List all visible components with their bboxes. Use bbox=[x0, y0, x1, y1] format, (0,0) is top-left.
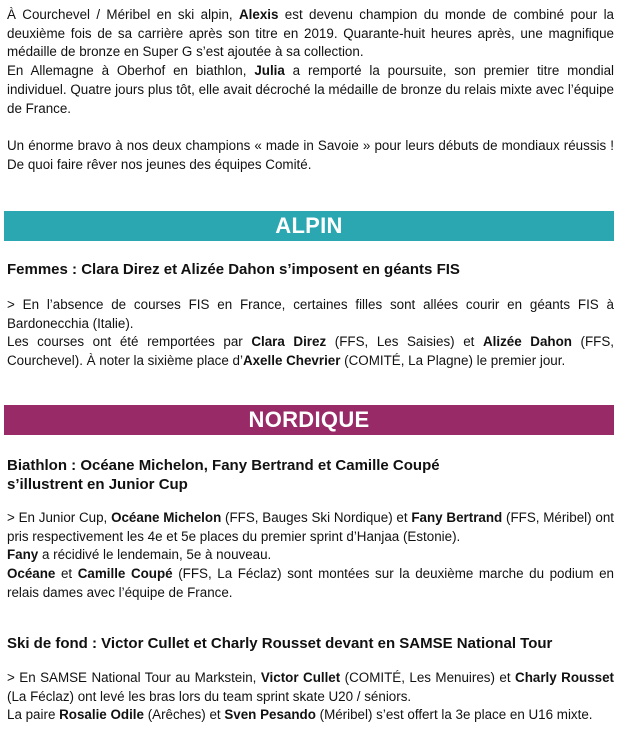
text-run: (La Féclaz) ont levé les bras lors du team sprint skate U20 / séniors. bbox=[7, 688, 412, 704]
name-highlight: Axelle Chevrier bbox=[242, 353, 341, 369]
text-run: En Allemagne à Oberhof en biathlon, bbox=[7, 63, 255, 79]
section-band-nordique: NORDIQUE bbox=[4, 405, 614, 435]
text-run: a récidivé le lendemain, 5e à nouveau. bbox=[38, 547, 272, 563]
biathlon-heading-line1: Biathlon : Océane Michelon, Fany Bertrand et Camille Coupé bbox=[7, 457, 440, 474]
text-run: À Courchevel / Méribel en ski alpin, bbox=[7, 7, 239, 22]
fond-article-body bbox=[0, 669, 614, 725]
alpin-article-heading: Femmes : Clara Direz et Alizée Dahon s’imposent en géants FIS bbox=[7, 261, 460, 278]
biathlon-article-body bbox=[0, 509, 614, 603]
text-run: Un énorme bravo à nos deux champions « made in Savoie » pour leurs débuts de mondiaux réussis ! De quoi faire rêver nos jeunes des équipes Comité. bbox=[7, 137, 614, 172]
name-highlight: Océane bbox=[7, 566, 56, 582]
section-band-alpin: ALPIN bbox=[4, 211, 614, 241]
text-run: (FFS, Courchevel). À noter la sixième place d’ bbox=[7, 334, 614, 369]
text-run: > En l’absence de courses FIS en France, certaines filles sont allées courir en géants FIS à Bardonecchia (Italie). bbox=[7, 297, 614, 331]
text-run: Les courses ont été remportées par bbox=[7, 334, 252, 350]
text-run: (COMITÉ, Les Menuires) et bbox=[340, 670, 516, 685]
name-highlight: Camille Coupé bbox=[77, 566, 173, 582]
name-highlight: Clara Direz bbox=[251, 334, 327, 350]
intro-text-alexis bbox=[7, 7, 614, 59]
text-run: (COMITÉ, La Plagne) le premier jour. bbox=[340, 353, 566, 369]
text-run: est devenu champion du monde de combiné pour la deuxième fois de sa carrière après son titre en 2019. Quarante-huit heures après, une magnifique médaille de bronze en Super G s’est ajoutée à sa collection. bbox=[7, 7, 614, 60]
intro-paragraph-bravo bbox=[7, 137, 614, 174]
text-run: La paire bbox=[7, 707, 60, 723]
text-run: (FFS, La Féclaz) sont montées sur la deuxième marche du podium en relais dames avec l’équipe de France. bbox=[7, 566, 614, 600]
text-run: a remporté la poursuite, son premier titre mondial individuel. Quatre jours plus tôt, elle avait décroché la médaille de bronze du relais mixte avec l’équipe de France. bbox=[7, 63, 614, 116]
biathlon-article-text bbox=[7, 509, 614, 603]
name-highlight: Océane Michelon bbox=[111, 510, 222, 525]
name-highlight: Julia bbox=[254, 63, 285, 79]
name-highlight: Sven Pesando bbox=[224, 707, 316, 723]
name-highlight: Alexis bbox=[239, 7, 279, 22]
text-run: (FFS, Méribel) ont pris respectivement les 4e et 5e places du premier sprint d’Hanjaa (Estonie). bbox=[7, 510, 614, 544]
intro-section bbox=[0, 6, 614, 174]
intro-paragraph-alexis-julia bbox=[7, 6, 614, 118]
name-highlight: Fany bbox=[7, 547, 39, 563]
text-run: > En Junior Cup, bbox=[7, 510, 112, 525]
name-highlight: Charly Rousset bbox=[515, 670, 614, 685]
name-highlight: Victor Cullet bbox=[260, 670, 341, 685]
text-run: (FFS, Les Saisies) et bbox=[326, 334, 483, 350]
name-highlight: Rosalie Odile bbox=[59, 707, 144, 723]
name-highlight: Alizée Dahon bbox=[482, 334, 572, 350]
biathlon-article-heading bbox=[7, 456, 614, 494]
text-run: (FFS, Bauges Ski Nordique) et bbox=[221, 510, 412, 525]
intro-text-bravo bbox=[7, 138, 614, 172]
fond-article-heading: Ski de fond : Victor Cullet et Charly Rousset devant en SAMSE National Tour bbox=[7, 635, 553, 652]
fond-article-text bbox=[7, 669, 614, 725]
text-run: et bbox=[55, 566, 78, 582]
text-run: (Arêches) et bbox=[143, 707, 225, 723]
alpin-article-text bbox=[7, 296, 614, 371]
text-run: (Méribel) s’est offert la 3e place en U16 mixte. bbox=[315, 707, 593, 723]
biathlon-heading-line2: s’illustrent en Junior Cup bbox=[7, 476, 188, 493]
text-run: > En SAMSE National Tour au Markstein, bbox=[7, 670, 261, 685]
intro-text-julia bbox=[7, 63, 614, 115]
name-highlight: Fany Bertrand bbox=[411, 510, 503, 525]
alpin-article-body bbox=[0, 296, 614, 371]
